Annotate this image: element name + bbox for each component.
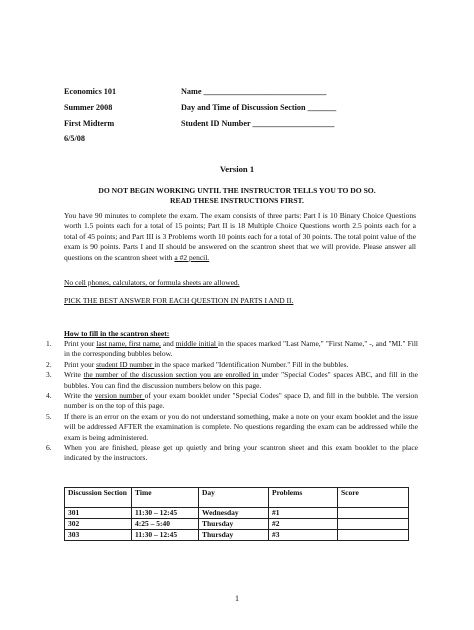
item-number: 6. [46, 443, 52, 453]
intro-text: You have 90 minutes to complete the exam. The exam consists of three parts: Part I is 10 Binary Choice Questions worth 1.5 points each for a total of 15 points; Part II is 18 Multiple Choice Questions worth 2.5 points each for a total of 45 points; and Part III is 3 Problems worth 10 points each for a total of 30 points. The total point value of the exam is 90 points. Parts I and II should be answered on the scantron sheet that we will provide. Please answer all questions on the scantron sheet with [64, 211, 416, 262]
item-number: 2. [46, 359, 52, 369]
version-label: Version 1 [219, 164, 255, 174]
item-text: in the space marked "Identification Number." Fill in the bubbles. [154, 359, 349, 369]
pick-best-notice: PICK THE BEST ANSWER FOR EACH QUESTION IN PARTS I AND II. [64, 296, 294, 305]
instruction-list [46, 339, 418, 464]
item-text: under "Special Codes" spaces ABC, and fill in the bubbles. You can find the discussion numbers below on this page. [64, 370, 418, 390]
table-row [65, 508, 409, 519]
cell-score[interactable] [338, 530, 409, 541]
col-day: Day [199, 488, 269, 508]
item-text: If there is an error on the exam or you do not understand something, make a note on your exam booklet and the issue will be addressed AFTER the examination is complete. No questions regarding the exam can be addressed while the exam is being administered. [64, 411, 418, 442]
item-number: 4. [46, 391, 52, 401]
cell-day: Thursday [199, 519, 269, 530]
item-emphasis: last name, first name, [96, 339, 161, 348]
col-discussion-section: Discussion Section [65, 488, 132, 508]
table-header-row [65, 488, 409, 508]
cell-day: Wednesday [199, 508, 269, 519]
cell-score[interactable] [338, 519, 409, 530]
cell-time: 11:30 – 12:45 [132, 530, 199, 541]
exam-date: 6/5/08 [64, 134, 85, 143]
term: Summer 2008 [64, 103, 113, 112]
instruction-item [46, 360, 418, 370]
item-number: 3. [46, 370, 52, 380]
howto-title: How to fill in the scantron sheet: [64, 329, 170, 338]
no-devices-notice: No cell phones, calculators, or formula sheets are allowed. [64, 278, 240, 287]
item-emphasis: student ID number [96, 359, 155, 369]
intro-paragraph [64, 211, 416, 263]
table-row [65, 519, 409, 530]
item-text: in the spaces marked "Last Name," "First Name," -, and "MI." Fill in the corresponding bubbles below. [64, 339, 419, 359]
name-field[interactable]: Name ______________________________ [181, 87, 327, 96]
item-text: When you are finished, please get up quietly and bring your scantron sheet and this exam booklet to the place indicated by the instructors. [64, 443, 418, 463]
item-text: and [160, 339, 176, 348]
student-id-field[interactable]: Student ID Number ____________________ [181, 119, 335, 128]
table-row [65, 530, 409, 541]
cell-problems: #2 [269, 519, 338, 530]
item-text: Print your [64, 359, 97, 369]
instruction-item [46, 391, 418, 412]
cell-day: Thursday [199, 530, 269, 541]
item-emphasis: version number [94, 391, 145, 401]
col-score: Score [338, 488, 409, 508]
item-text: Print your [64, 339, 97, 348]
col-time: Time [132, 488, 199, 508]
pencil-requirement: a #2 pencil. [174, 252, 210, 262]
page-number: 1 [235, 594, 239, 603]
item-number: 5. [46, 411, 52, 421]
item-text: Write the [64, 391, 95, 401]
cell-problems: #1 [269, 508, 338, 519]
discussion-schedule-table [64, 487, 409, 541]
instruction-item [46, 370, 418, 391]
col-problems: Problems [269, 488, 338, 508]
cell-section: 302 [65, 519, 132, 530]
warning-line-2: READ THESE INSTRUCTIONS FIRST. [170, 196, 304, 205]
item-emphasis: the number of the discussion section you are enrolled in [83, 370, 262, 380]
cell-time: 4:25 – 5:40 [132, 519, 199, 530]
instruction-item [46, 412, 418, 443]
course-name: Economics 101 [64, 87, 117, 96]
instruction-item [46, 443, 418, 464]
instruction-item [46, 339, 418, 360]
cell-section: 301 [65, 508, 132, 519]
cell-score[interactable] [338, 508, 409, 519]
item-text: of your exam booklet under "Special Codes" space D, and fill in the bubble. The version number is on the top of this page. [64, 391, 418, 411]
cell-problems: #3 [269, 530, 338, 541]
item-emphasis: middle initial [175, 339, 218, 348]
cell-section: 303 [65, 530, 132, 541]
cell-time: 11:30 – 12:45 [132, 508, 199, 519]
item-number: 1. [46, 339, 52, 348]
warning-line-1: DO NOT BEGIN WORKING UNTIL THE INSTRUCTOR TELLS YOU TO DO SO. [98, 186, 376, 195]
exam-name: First Midterm [64, 119, 115, 128]
item-text: Write [64, 370, 84, 380]
discussion-section-field[interactable]: Day and Time of Discussion Section _______ [181, 103, 337, 112]
